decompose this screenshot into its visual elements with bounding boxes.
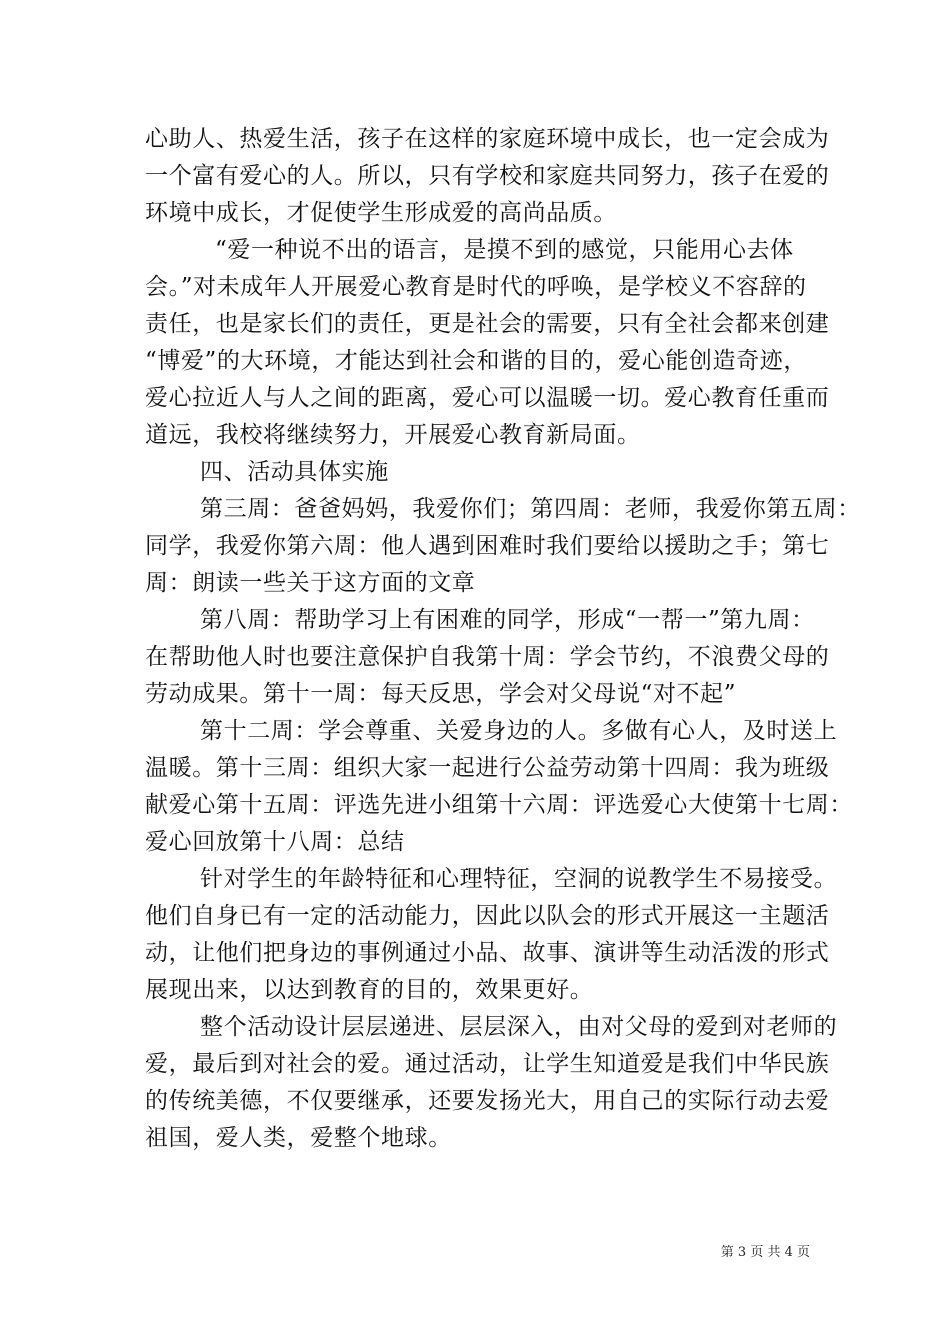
text-line: 针对学生的年龄特征和心理特征，空洞的说教学生不易接受。: [200, 866, 838, 892]
text-line: “爱一种说不出的语言，是摸不到的感觉，只能用心去体: [215, 237, 794, 263]
text-line: 环境中成长，才促使学生形成爱的高尚品质。: [145, 200, 617, 226]
text-line: 会。”对未成年人开展爱心教育是时代的呼唤，是学校义不容辞的: [145, 274, 807, 300]
text-line: 献爱心第十五周：评选先进小组第十六周：评选爱心大使第十七周：: [145, 792, 853, 818]
text-line: 祖国，爱人类，爱整个地球。: [145, 1125, 452, 1151]
text-line: 周：朗读一些关于这方面的文章: [145, 570, 476, 596]
text-line: 他们自身已有一定的活动能力，因此以队会的形式开展这一主题活: [145, 903, 830, 929]
text-line: 温暖。第十三周：组织大家一起进行公益劳动第十四周：我为班级: [145, 755, 830, 781]
text-line: 整个活动设计层层递进、层层深入，由对父母的爱到对老师的: [200, 1014, 838, 1040]
text-line: 动，让他们把身边的事例通过小品、故事、演讲等生动活泼的形式: [145, 940, 830, 966]
text-line: 同学，我爱你第六周：他人遇到困难时我们要给以援助之手；第七: [145, 533, 830, 559]
text-line: 第十二周：学会尊重、关爱身边的人。多做有心人，及时送上: [200, 718, 838, 744]
text-line: 劳动成果。第十一周：每天反思，学会对父母说“对不起”: [145, 681, 737, 707]
text-line: 在帮助他人时也要注意保护自我第十周：学会节约，不浪费父母的: [145, 644, 830, 670]
text-line: 爱心拉近人与人之间的距离，爱心可以温暖一切。爱心教育任重而: [145, 385, 830, 411]
text-line: 第八周：帮助学习上有困难的同学，形成“一帮一”第九周：: [200, 607, 815, 633]
section-heading: 四、活动具体实施: [200, 459, 389, 485]
page-number-footer: 第 3 页 共 4 页: [720, 1245, 810, 1260]
text-line: 展现出来，以达到教育的目的，效果更好。: [145, 977, 594, 1003]
text-line: 责任，也是家长们的责任，更是社会的需要，只有全社会都来创建: [145, 311, 830, 337]
text-line: 一个富有爱心的人。所以，只有学校和家庭共同努力，孩子在爱的: [145, 163, 830, 189]
text-line: 第三周：爸爸妈妈，我爱你们；第四周：老师，我爱你第五周：: [200, 496, 861, 522]
text-line: 心助人、热爱生活，孩子在这样的家庭环境中成长，也一定会成为: [145, 126, 830, 152]
text-line: 爱心回放第十八周：总结: [145, 829, 405, 855]
text-line: 道远，我校将继续努力，开展爱心教育新局面。: [145, 422, 641, 448]
text-line: 的传统美德，不仅要继承，还要发扬光大，用自己的实际行动去爱: [145, 1088, 830, 1114]
text-line: 爱，最后到对社会的爱。通过活动，让学生知道爱是我们中华民族: [145, 1051, 830, 1077]
text-line: “博爱”的大环境，才能达到社会和谐的目的，爱心能创造奇迹，: [145, 348, 807, 374]
